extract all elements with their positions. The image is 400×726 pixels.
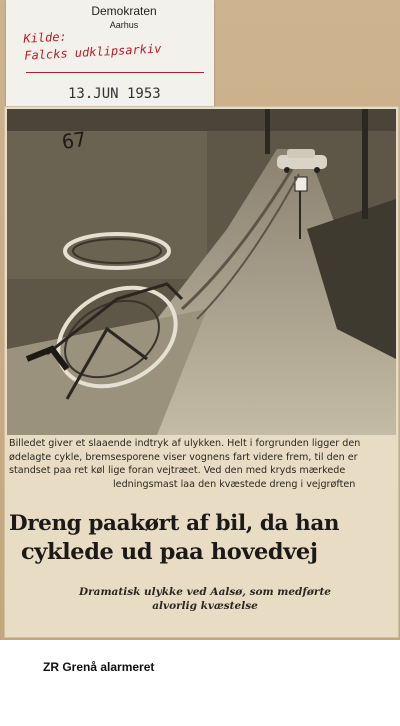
caption-line: standset paa ret køl lige foran vejtræet. Ved den med kryds mærkede	[9, 465, 346, 476]
caption-line: ødelagte cykle, bremsesporene viser vognens fart videre frem, til den er	[9, 451, 358, 463]
headline-line-1: Dreng paakørt af bil, da han	[9, 511, 340, 536]
headline	[9, 509, 395, 567]
subhead-line-1: Dramatisk ulykke ved Aalsø, som medførte	[79, 586, 331, 598]
red-underline	[26, 72, 204, 73]
source-note-line-2: Falcks udklipsarkiv	[23, 41, 162, 63]
photo-mark: 67	[60, 126, 88, 154]
headline-line-2: cyklede ud paa hovedvej	[21, 539, 318, 565]
archive-label	[6, 0, 214, 110]
newspaper-clipping	[4, 106, 399, 638]
caption-line: ledningsmast laa den kvæstede dreng i vejgrøften	[113, 478, 356, 490]
newspaper-name: Demokraten	[91, 4, 157, 18]
caption-line: Billedet giver et slaaende indtryk af ulykken. Helt i forgrunden ligger den	[9, 438, 361, 449]
accident-photo	[7, 109, 396, 435]
subheadline	[25, 585, 385, 613]
accident-photo-illustration	[7, 109, 396, 435]
photo-caption	[9, 437, 395, 505]
newspaper-city: Aarhus	[109, 20, 139, 30]
footer-caption: ZR Grenå alarmeret	[43, 660, 155, 674]
subhead-line-2: alvorlig kvæstelse	[152, 600, 258, 612]
utility-pole	[265, 109, 270, 154]
handwritten-source-note	[23, 21, 205, 74]
source-note-line-1: Kilde:	[23, 29, 68, 46]
date-stamp: 13.JUN 1953	[68, 86, 161, 102]
